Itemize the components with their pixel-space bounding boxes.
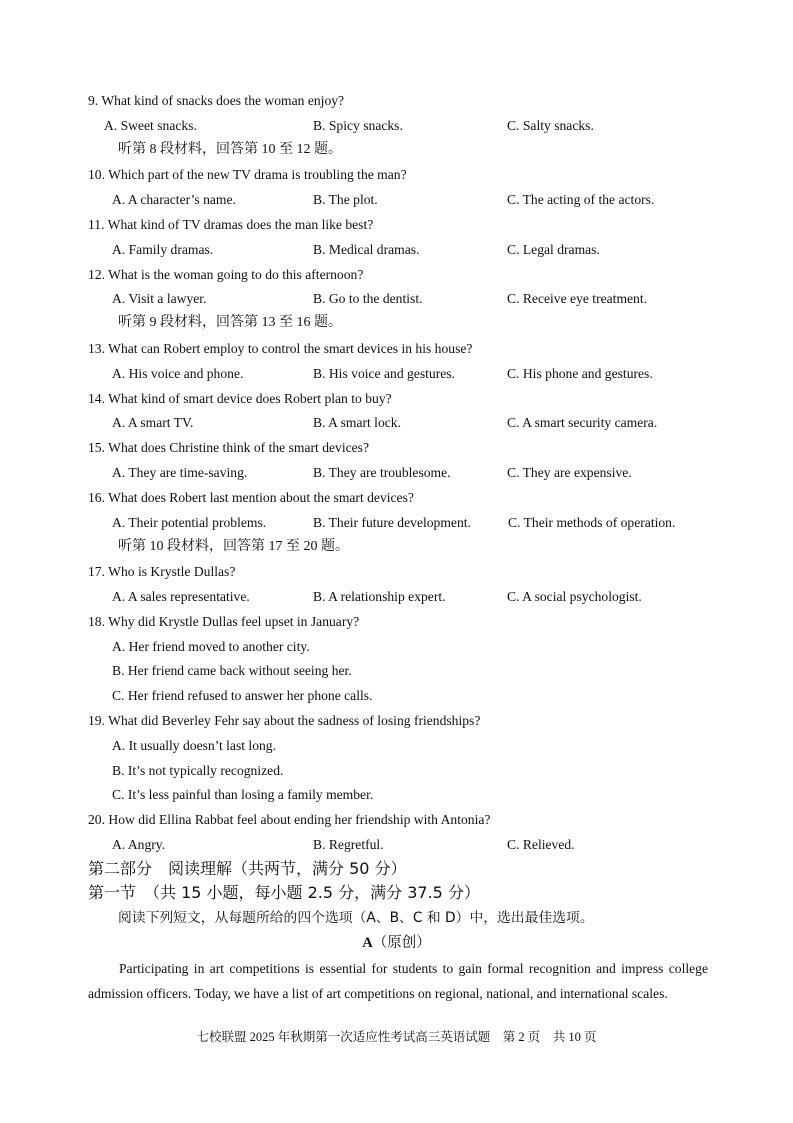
question-13-option-c: C. His phone and gestures. bbox=[507, 366, 653, 381]
question-13-option-b: B. His voice and gestures. bbox=[313, 366, 455, 381]
question-12-option-b: B. Go to the dentist. bbox=[313, 291, 423, 306]
passage-paragraph bbox=[88, 957, 708, 1006]
question-11-option-c: C. Legal dramas. bbox=[507, 242, 600, 257]
section-9-instruction: 听第 9 段材料，回答第 13 至 16 题。 bbox=[118, 315, 342, 330]
question-19-option-c: C. It’s less painful than losing a family member. bbox=[112, 787, 374, 802]
question-17-option-b: B. A relationship expert. bbox=[313, 589, 446, 604]
part-2-heading: 第二部分 阅读理解（共两节，满分 50 分） bbox=[88, 859, 407, 878]
question-14-stem: 14. What kind of smart device does Robert plan to buy? bbox=[88, 391, 392, 406]
question-16-option-b: B. Their future development. bbox=[313, 515, 471, 530]
question-17-option-a: A. A sales representative. bbox=[112, 589, 250, 604]
question-15-option-c: C. They are expensive. bbox=[507, 465, 632, 480]
question-16-option-c: C. Their methods of operation. bbox=[508, 515, 676, 530]
question-9-option-a: A. Sweet snacks. bbox=[104, 118, 197, 133]
question-20-option-b: B. Regretful. bbox=[313, 837, 384, 852]
question-15-option-b: B. They are troublesome. bbox=[313, 465, 451, 480]
question-19-option-b: B. It’s not typically recognized. bbox=[112, 763, 284, 778]
question-12-option-a: A. Visit a lawyer. bbox=[112, 291, 207, 306]
passage-letter: A bbox=[362, 935, 373, 951]
question-20-option-c: C. Relieved. bbox=[507, 837, 575, 852]
question-14-option-a: A. A smart TV. bbox=[112, 415, 194, 430]
question-10-option-b: B. The plot. bbox=[313, 192, 378, 207]
question-18-option-a: A. Her friend moved to another city. bbox=[112, 639, 310, 654]
question-15-option-a: A. They are time-saving. bbox=[112, 465, 248, 480]
question-14-option-c: C. A smart security camera. bbox=[507, 415, 658, 430]
question-9-stem: 9. What kind of snacks does the woman enjoy? bbox=[88, 93, 345, 108]
question-11-option-b: B. Medical dramas. bbox=[313, 242, 420, 257]
question-17-stem: 17. Who is Krystle Dullas? bbox=[88, 564, 236, 579]
question-19-stem: 19. What did Beverley Fehr say about the sadness of losing friendships? bbox=[88, 713, 481, 728]
question-15-stem: 15. What does Christine think of the smart devices? bbox=[88, 440, 370, 455]
passage-title bbox=[0, 934, 793, 952]
question-10-option-c: C. The acting of the actors. bbox=[507, 192, 655, 207]
section-10-instruction: 听第 10 段材料，回答第 17 至 20 题。 bbox=[118, 539, 349, 554]
passage-text: Participating in art competitions is essential for students to gain formal recognition and impress college admission officers. Today, we have a list of art competitions on regional, national, and international scales. bbox=[88, 961, 708, 1001]
question-17-option-c: C. A social psychologist. bbox=[507, 589, 642, 604]
reading-instruction: 阅读下列短文，从每题所给的四个选项（A、B、C 和 D）中，选出最佳选项。 bbox=[118, 910, 594, 926]
question-19-option-a: A. It usually doesn’t last long. bbox=[112, 738, 276, 753]
question-13-stem: 13. What can Robert employ to control the smart devices in his house? bbox=[88, 341, 473, 356]
question-18-stem: 18. Why did Krystle Dullas feel upset in January? bbox=[88, 614, 360, 629]
question-16-option-a: A. Their potential problems. bbox=[112, 515, 267, 530]
question-10-option-a: A. A character’s name. bbox=[112, 192, 236, 207]
question-16-stem: 16. What does Robert last mention about the smart devices? bbox=[88, 490, 414, 505]
question-13-option-a: A. His voice and phone. bbox=[112, 366, 244, 381]
question-14-option-b: B. A smart lock. bbox=[313, 415, 401, 430]
question-11-stem: 11. What kind of TV dramas does the man like best? bbox=[88, 217, 374, 232]
question-9-option-b: B. Spicy snacks. bbox=[313, 118, 403, 133]
section-8-instruction: 听第 8 段材料，回答第 10 至 12 题。 bbox=[118, 142, 342, 157]
question-12-option-c: C. Receive eye treatment. bbox=[507, 291, 648, 306]
question-9-option-c: C. Salty snacks. bbox=[507, 118, 594, 133]
question-12-stem: 12. What is the woman going to do this afternoon? bbox=[88, 267, 364, 282]
question-18-option-c: C. Her friend refused to answer her phone calls. bbox=[112, 688, 373, 703]
question-20-stem: 20. How did Ellina Rabbat feel about ending her friendship with Antonia? bbox=[88, 812, 491, 827]
question-18-option-b: B. Her friend came back without seeing her. bbox=[112, 663, 352, 678]
question-20-option-a: A. Angry. bbox=[112, 837, 166, 852]
question-10-stem: 10. Which part of the new TV drama is troubling the man? bbox=[88, 167, 407, 182]
section-1-heading: 第一节 （共 15 小题，每小题 2.5 分，满分 37.5 分） bbox=[88, 883, 480, 902]
page-footer: 七校联盟 2025 年秋期第一次适应性考试高三英语试题 第 2 页 共 10 页 bbox=[196, 1030, 597, 1044]
passage-tag: （原创） bbox=[372, 935, 431, 951]
question-11-option-a: A. Family dramas. bbox=[112, 242, 214, 257]
